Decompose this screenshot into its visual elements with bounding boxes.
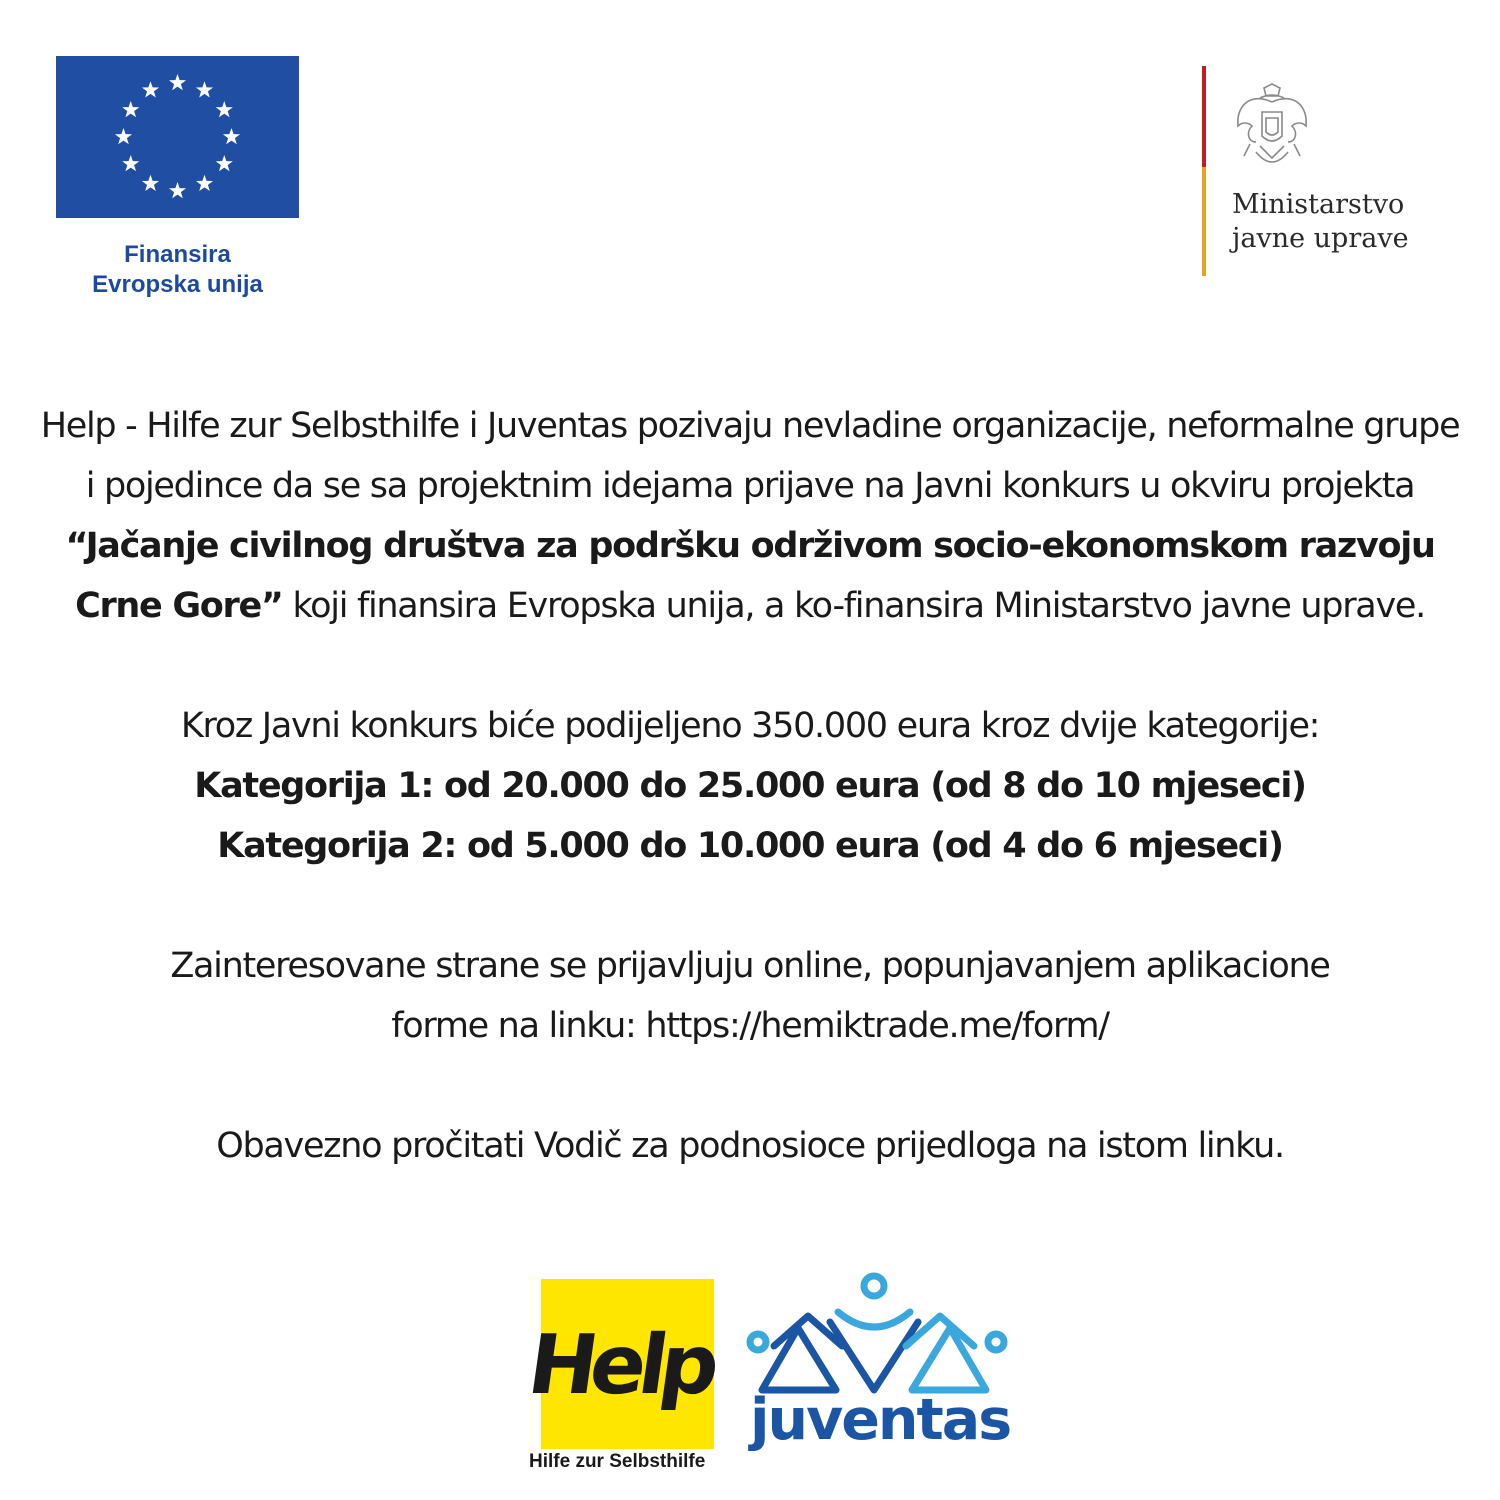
guide-text: Obavezno pročitati Vodič za podnosioce prijedloga na istom linku. — [216, 1126, 1284, 1166]
intro-text: Help - Hilfe zur Selbsthilfe i Juventas pozivaju nevladine organizacije, neformalne grupe i pojedince da se sa projektnim idejama prijave na Javni konkurs u okviru projekta — [40, 406, 1460, 506]
project-name: “Jačanje civilnog društva za podršku održivom socio-ekonomskom razvoju Crne Gore” — [65, 526, 1435, 626]
help-logo-subtitle: Hilfe zur Selbsthilfe — [529, 1451, 706, 1472]
eu-caption-line1: Finansira — [124, 241, 231, 268]
category-1: Kategorija 1: od 20.000 do 25.000 eura (od 8 do 10 mjeseci) — [194, 766, 1306, 806]
eu-flag-icon — [56, 56, 299, 218]
help-logo-word: Help — [522, 1318, 719, 1413]
funding-text: Kroz Javni konkurs biće podijeljeno 350.000 eura kroz dvije kategorije: — [180, 706, 1320, 746]
eu-caption-line2: Evropska unija — [92, 271, 263, 298]
ministry-logo — [1200, 66, 1460, 278]
intro-paragraph — [40, 396, 1460, 636]
intro-text-end: koji finansira Evropska unija, a ko-finansira Ministarstvo javne uprave. — [282, 586, 1425, 626]
juventas-logo-word: juventas — [750, 1387, 1011, 1453]
montenegro-coat-of-arms-icon — [1230, 82, 1314, 174]
juventas-logo — [746, 1272, 1011, 1472]
eu-caption — [56, 240, 299, 300]
ministry-name-line1: Ministarstvo — [1232, 189, 1405, 220]
category-2: Kategorija 2: od 5.000 do 10.000 eura (od 4 do 6 mjeseci) — [217, 826, 1283, 866]
eu-logo — [56, 56, 299, 300]
ministry-name-line2: javne uprave — [1232, 223, 1409, 254]
apply-line1: Zainteresovane strane se prijavljuju online, popunjavanjem aplikacione — [170, 946, 1330, 986]
ministry-color-bar — [1202, 66, 1206, 276]
apply-line2: forme na linku: https://hemiktrade.me/form/ — [391, 1006, 1109, 1046]
announcement — [40, 396, 1460, 1176]
juventas-figures-icon — [746, 1272, 1008, 1402]
help-logo — [522, 1279, 719, 1475]
ministry-name — [1232, 188, 1409, 256]
